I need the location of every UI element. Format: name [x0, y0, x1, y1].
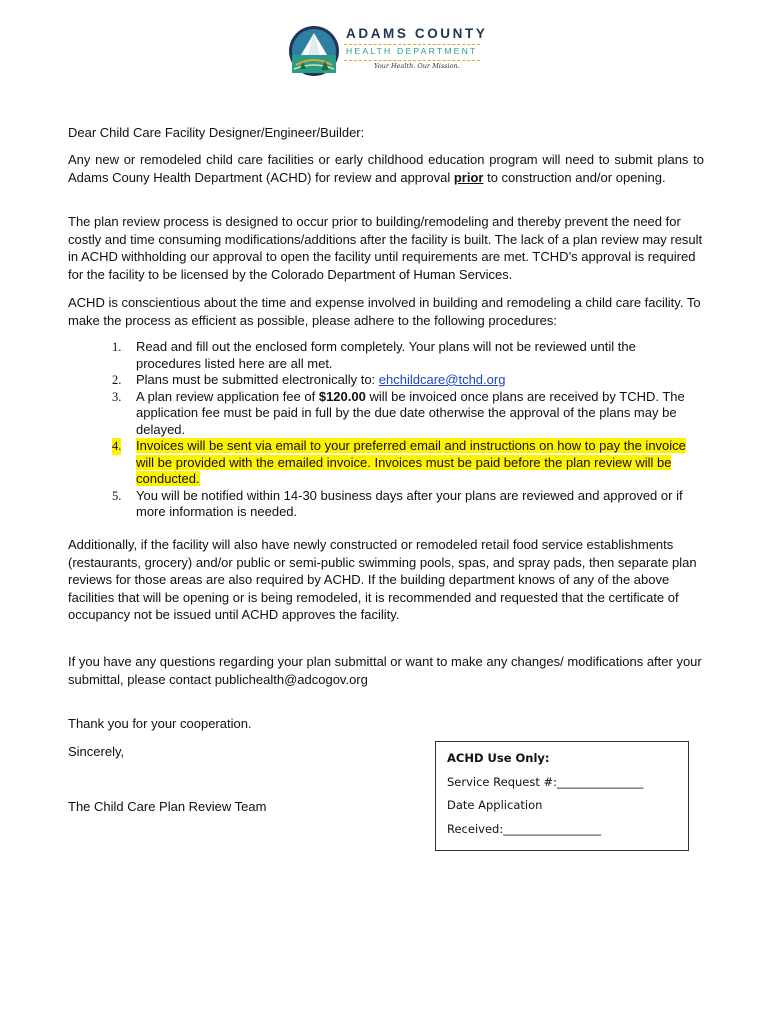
office-use-title: ACHD Use Only: [447, 751, 550, 765]
paragraph-intro-text: Any new or remodeled child care facilities or early childhood education program will need to submit plans to Adams Couny Health Department (ACHD) for review and approval [68, 152, 704, 185]
service-request-field: Service Request #:_______________ [447, 775, 644, 789]
org-tagline: Your Health. Our Mission. [374, 62, 460, 70]
list-item-text: A plan review application fee of [136, 388, 319, 404]
list-item [68, 389, 704, 439]
list-item-text-end: will be invoiced once plans are received by TCHD. The application fee must be paid in full by the due date otherwise the approval of the plans may be delayed. [136, 388, 685, 437]
received-field: Received:_________________ [447, 822, 601, 836]
mountain-logo-icon [288, 25, 340, 77]
list-number: 2. [112, 373, 122, 387]
list-item-text: Invoices will be sent via email to your preferred email and instructions on how to pay the invoice will be provided with the emailed invoice. Invoices must be paid before the plan review will be conducted. [136, 438, 686, 486]
list-number: 1. [112, 340, 122, 354]
list-item-text: Read and fill out the enclosed form completely. Your plans will not be reviewed until the procedures listed here are all met. [136, 339, 636, 371]
list-number: 4. [112, 439, 122, 453]
list-item [68, 372, 704, 389]
email-link[interactable]: ehchildcare@tchd.org [378, 372, 506, 387]
emphasis-prior: prior [453, 169, 484, 185]
salutation: Dear Child Care Facility Designer/Engineer/Builder: [68, 125, 365, 140]
paragraph-contact: If you have any questions regarding your plan submittal or want to make any changes/ modifications after your submittal, please contact publichealth@adcogov.org [68, 654, 702, 687]
procedure-list [68, 339, 704, 521]
paragraph-procedures: ACHD is conscientious about the time and expense involved in building and remodeling a child care facility. To make the process as efficient as possible, please adhere to the following procedures: [68, 295, 701, 328]
list-item-highlighted [68, 438, 704, 488]
header-logo [288, 22, 488, 82]
paragraph-intro-text-end: to construction and/or opening. [483, 169, 666, 185]
date-application-label: Date Application [447, 798, 543, 812]
closing-line: Sincerely, [68, 744, 125, 759]
paragraph-additional: Additionally, if the facility will also have newly constructed or remodeled retail food service establishments (restaurants, grocery) and/or public or semi-public swimming pools, spas, and spray pads, then separate plan reviews for those areas are also required by ACHD. If the building department knows of any of the above facilities that will be opening or is being remodeled, it is recommended and requested that the certificate of occupancy not be issued until ACHD approves the facility. [68, 537, 697, 622]
org-name: ADAMS COUNTY [346, 26, 488, 41]
list-item [68, 488, 704, 521]
office-use-box [435, 741, 689, 851]
list-number: 3. [112, 389, 122, 404]
list-item-text: Plans must be submitted electronically to: [136, 372, 379, 387]
list-item-text: You will be notified within 14-30 business days after your plans are reviewed and approved or if more information is needed. [136, 487, 683, 519]
list-number: 5. [112, 488, 122, 503]
org-subtitle: HEALTH DEPARTMENT [346, 46, 478, 56]
signature-line: The Child Care Plan Review Team [68, 799, 267, 814]
paragraph-intro [68, 151, 704, 186]
thanks-line: Thank you for your cooperation. [68, 716, 252, 731]
list-item [68, 339, 704, 372]
fee-amount: $120.00 [318, 388, 366, 404]
paragraph-process: The plan review process is designed to occur prior to building/remodeling and thereby prevent the need for costly and time consuming modifications/additions after the facility is built. The lack of a plan review may result in ACHD withholding our approval to open the facility until requirements are met. TCHD’s approval is required for the facility to be licensed by the Colorado Department of Human Services. [68, 214, 703, 282]
